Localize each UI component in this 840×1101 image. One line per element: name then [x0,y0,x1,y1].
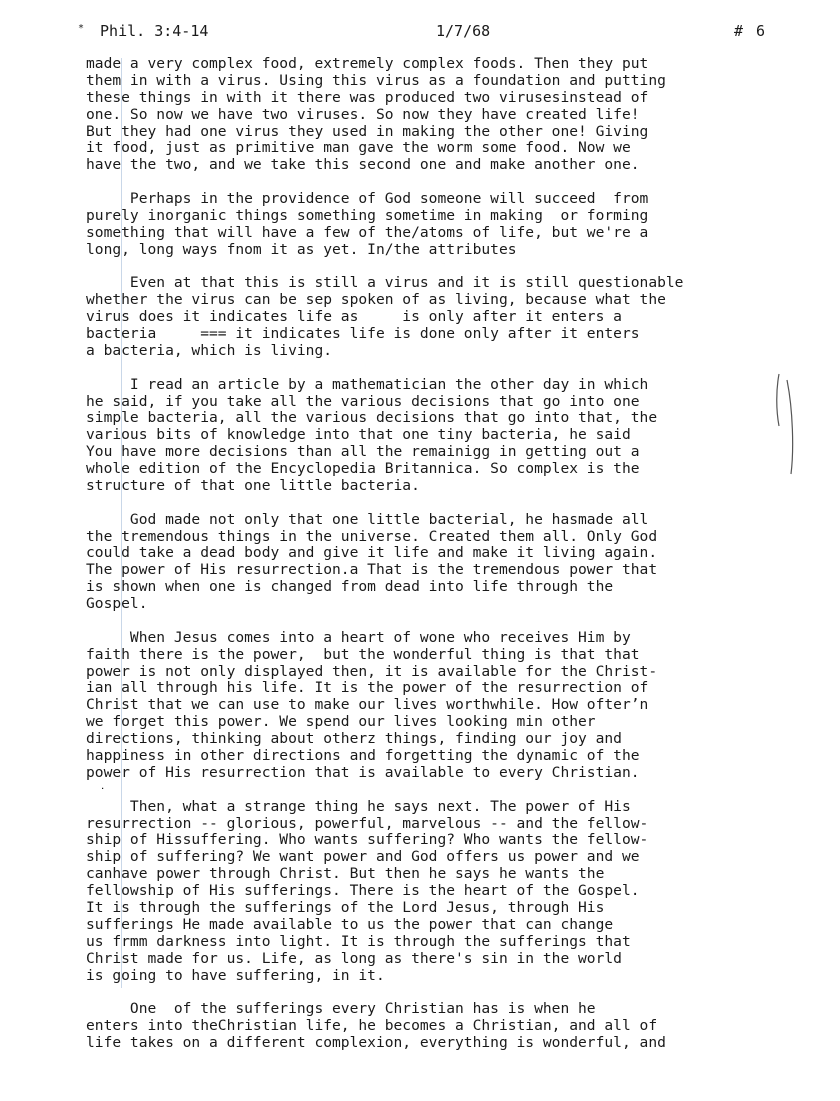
paragraph [86,799,806,985]
document-body [86,56,806,1052]
text-line: You have more decisions than all the remainigg in getting out a [86,443,640,461]
text-line: long, long ways fnom it as yet. In/the attributes [86,240,517,258]
text-line: resurrection -- glorious, powerful, marvelous -- and the fellow- [86,814,649,832]
text-line: it food, just as primitive man gave the worm some food. Now we [86,139,631,157]
paragraph [86,377,806,495]
text-line: Perhaps in the providence of God someone will succeed from [86,190,649,208]
page-header [0,20,840,42]
text-line: Then, what a strange thing he says next. The power of His [86,797,631,815]
paragraph [86,512,806,613]
paragraph [86,275,806,359]
text-line: virus does it indicates life as is only after it enters a [86,308,622,326]
text-line: he said, if you take all the various decisions that go into one [86,392,640,410]
text-line: sufferings He made available to us the power that can change [86,915,614,933]
text-line: these things in with it there was produced two virusesinstead of [86,88,649,106]
text-line: enters into theChristian life, he becomes a Christian, and all of [86,1017,658,1035]
text-line: canhave power through Christ. But then he says he wants the [86,865,605,883]
text-line: But they had one virus they used in making the other one! Giving [86,122,649,140]
text-line: Even at that this is still a virus and it is still questionable [86,274,684,292]
text-line: we forget this power. We spend our lives looking min other [86,713,596,731]
text-line: Gospel. [86,595,148,613]
text-line: happiness in other directions and forgetting the dynamic of the [86,747,640,765]
text-line: simple bacteria, all the various decisions that go into that, the [86,409,658,427]
scripture-reference: Phil. 3:4-14 [100,22,209,40]
text-line: purely inorganic things something sometime in making or forming [86,206,649,224]
text-line: bacteria === it indicates life is done only after it enters [86,325,640,343]
text-line: a bacteria, which is living. [86,341,333,359]
paragraph [86,1001,806,1052]
text-line: one. So now we have two viruses. So now they have created life! [86,105,640,123]
text-line: When Jesus comes into a heart of wone who receives Him by [86,628,631,646]
header-left [78,22,208,40]
text-line: ship of Hissuffering. Who wants suffering? Who wants the fellow- [86,831,649,849]
text-line: God made not only that one little bacterial, he hasmade all [86,510,649,528]
text-line: us frmm darkness into light. It is through the sufferings that [86,932,631,950]
text-line: structure of that one little bacteria. [86,476,420,494]
text-line: power of His resurrection that is available to every Christian. [86,763,640,781]
stray-pen-mark: ˙ [99,786,107,800]
text-line: faith there is the power, but the wonderful thing is that that [86,645,640,663]
text-line: is going to have suffering, in it. [86,966,385,984]
text-line: fellowship of His sufferings. There is the heart of the Gospel. [86,882,640,900]
text-line: power is not only displayed then, it is available for the Christ- [86,662,658,680]
text-line: them in with a virus. Using this virus as a foundation and putting [86,71,666,89]
text-line: could take a dead body and give it life and make it living again. [86,544,658,562]
text-line: Christ that we can use to make our lives worthwhile. How ofter’n [86,696,649,714]
text-line: One of the sufferings every Christian has is when he [86,1000,596,1018]
text-line: is shown when one is changed from dead into life through the [86,578,614,596]
text-line: something that will have a few of the/atoms of life, but we're a [86,223,649,241]
text-line: various bits of knowledge into that one tiny bacteria, he said [86,426,631,444]
text-line: whole edition of the Encyclopedia Britannica. So complex is the [86,460,640,478]
text-line: the tremendous things in the universe. Created them all. Only God [86,527,658,545]
text-line: Christ made for us. Life, as long as there's sin in the world [86,949,622,967]
text-line: made a very complex food, extremely complex foods. Then they put [86,55,649,72]
text-line: whether the virus can be sep spoken of as living, because what the [86,291,666,309]
page-number: # 6 [734,22,768,40]
margin-mark: * [78,23,85,34]
text-line: ian all through his life. It is the power of the resurrection of [86,679,649,697]
paragraph [86,191,806,259]
text-line: ship of suffering? We want power and God offers us power and we [86,848,640,866]
text-line: The power of His resurrection.a That is the tremendous power that [86,561,658,579]
text-line: directions, thinking about otherz things, finding our joy and [86,730,622,748]
paragraph [86,630,806,782]
text-line: It is through the sufferings of the Lord Jesus, through His [86,898,605,916]
text-line: have the two, and we take this second one and make another one. [86,156,640,174]
paragraph [86,56,806,174]
page-date: 1/7/68 [436,22,491,40]
text-line: I read an article by a mathematician the other day in which [86,375,649,393]
text-line: life takes on a different complexion, everything is wonderful, and [86,1034,666,1051]
